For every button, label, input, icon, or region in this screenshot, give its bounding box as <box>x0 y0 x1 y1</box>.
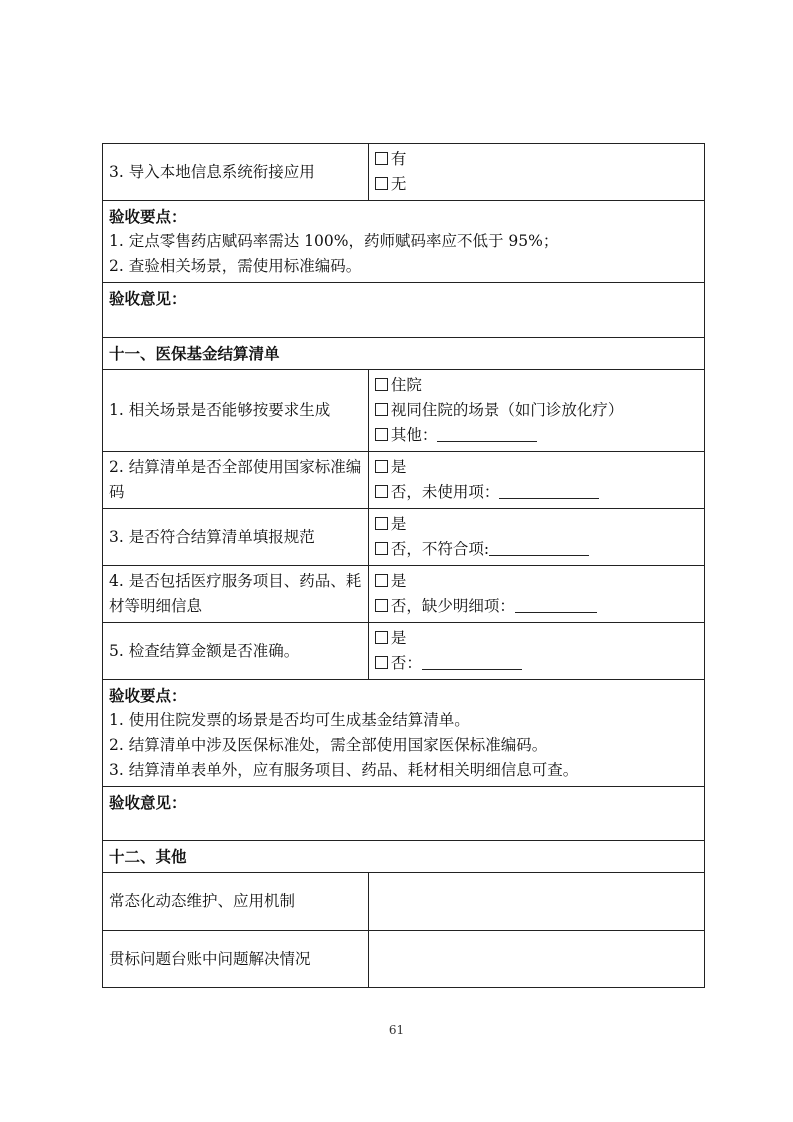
opinion-title: 验收意见： <box>109 289 187 308</box>
acceptance-points-cell <box>103 680 705 787</box>
option-label: 否： <box>390 654 422 672</box>
value-cell[interactable] <box>368 873 704 931</box>
options-cell <box>368 452 704 509</box>
table-row <box>103 680 705 787</box>
option-label: 否，不符合项: <box>390 540 490 558</box>
checkbox[interactable] <box>375 152 388 165</box>
checkbox[interactable] <box>375 403 388 416</box>
options-cell <box>368 370 704 452</box>
page-number: 61 <box>388 1023 405 1037</box>
section-heading: 十一、医保基金结算清单 <box>103 338 705 370</box>
opinion-title: 验收意见： <box>109 793 187 812</box>
table-row <box>103 787 705 841</box>
question-cell: 1. 相关场景是否能够按要求生成 <box>103 370 369 452</box>
point-item: 2. 查验相关场景，需使用标准编码。 <box>109 257 362 275</box>
checkbox[interactable] <box>375 460 388 473</box>
table-row <box>103 873 705 931</box>
table-row <box>103 338 705 370</box>
option-label: 否，缺少明细项： <box>390 597 515 615</box>
option-label: 无 <box>390 175 407 193</box>
checkbox[interactable] <box>375 542 388 555</box>
option-label: 是 <box>390 629 407 647</box>
checkbox[interactable] <box>375 599 388 612</box>
checkbox[interactable] <box>375 574 388 587</box>
point-item: 1. 定点零售药店赋码率需达 100%，药师赋码率应不低于 95%； <box>109 232 559 250</box>
opinion-cell[interactable] <box>103 787 705 841</box>
table-row <box>103 566 705 623</box>
question-cell: 3. 导入本地信息系统衔接应用 <box>103 144 369 201</box>
question-cell: 4. 是否包括医疗服务项目、药品、耗材等明细信息 <box>103 566 369 623</box>
checkbox[interactable] <box>375 378 388 391</box>
table-row <box>103 201 705 283</box>
option-label: 是 <box>390 515 407 533</box>
option-label: 是 <box>390 458 407 476</box>
acceptance-table <box>102 143 705 988</box>
table-row <box>103 623 705 680</box>
checkbox[interactable] <box>375 428 388 441</box>
checkbox[interactable] <box>375 485 388 498</box>
point-item: 2. 结算清单中涉及医保标准处，需全部使用国家医保标准编码。 <box>109 736 548 754</box>
checkbox[interactable] <box>375 656 388 669</box>
question-cell: 3. 是否符合结算清单填报规范 <box>103 509 369 566</box>
value-cell[interactable] <box>368 931 704 988</box>
checkbox[interactable] <box>375 177 388 190</box>
fill-in-blank[interactable] <box>489 540 589 556</box>
point-item: 1. 使用住院发票的场景是否均可生成基金结算清单。 <box>109 711 470 729</box>
acceptance-points-cell <box>103 201 705 283</box>
option-label: 住院 <box>390 376 422 394</box>
table-row <box>103 370 705 452</box>
options-cell <box>368 566 704 623</box>
table-row <box>103 283 705 338</box>
question-cell: 2. 结算清单是否全部使用国家标准编码 <box>103 452 369 509</box>
table-row <box>103 144 705 201</box>
options-cell <box>368 623 704 680</box>
table-row <box>103 509 705 566</box>
opinion-cell[interactable] <box>103 283 705 338</box>
fill-in-blank[interactable] <box>499 483 599 499</box>
points-title: 验收要点： <box>109 686 187 705</box>
label-cell: 贯标问题台账中问题解决情况 <box>103 931 369 988</box>
point-item: 3. 结算清单表单外，应有服务项目、药品、耗材相关明细信息可查。 <box>109 761 579 779</box>
table-row <box>103 452 705 509</box>
option-label: 其他： <box>390 426 438 444</box>
option-label: 是 <box>390 572 407 590</box>
fill-in-blank[interactable] <box>437 426 537 442</box>
option-label: 有 <box>390 150 407 168</box>
fill-in-blank[interactable] <box>422 654 522 670</box>
question-cell: 5. 检查结算金额是否准确。 <box>103 623 369 680</box>
table-row <box>103 841 705 873</box>
checkbox[interactable] <box>375 631 388 644</box>
option-label: 否，未使用项： <box>390 483 500 501</box>
points-title: 验收要点： <box>109 207 187 226</box>
table-row <box>103 931 705 988</box>
option-label: 视同住院的场景（如门诊放化疗） <box>390 401 624 419</box>
fill-in-blank[interactable] <box>515 597 597 613</box>
label-cell: 常态化动态维护、应用机制 <box>103 873 369 931</box>
section-heading: 十二、其他 <box>103 841 705 873</box>
options-cell <box>368 144 704 201</box>
checkbox[interactable] <box>375 517 388 530</box>
options-cell <box>368 509 704 566</box>
